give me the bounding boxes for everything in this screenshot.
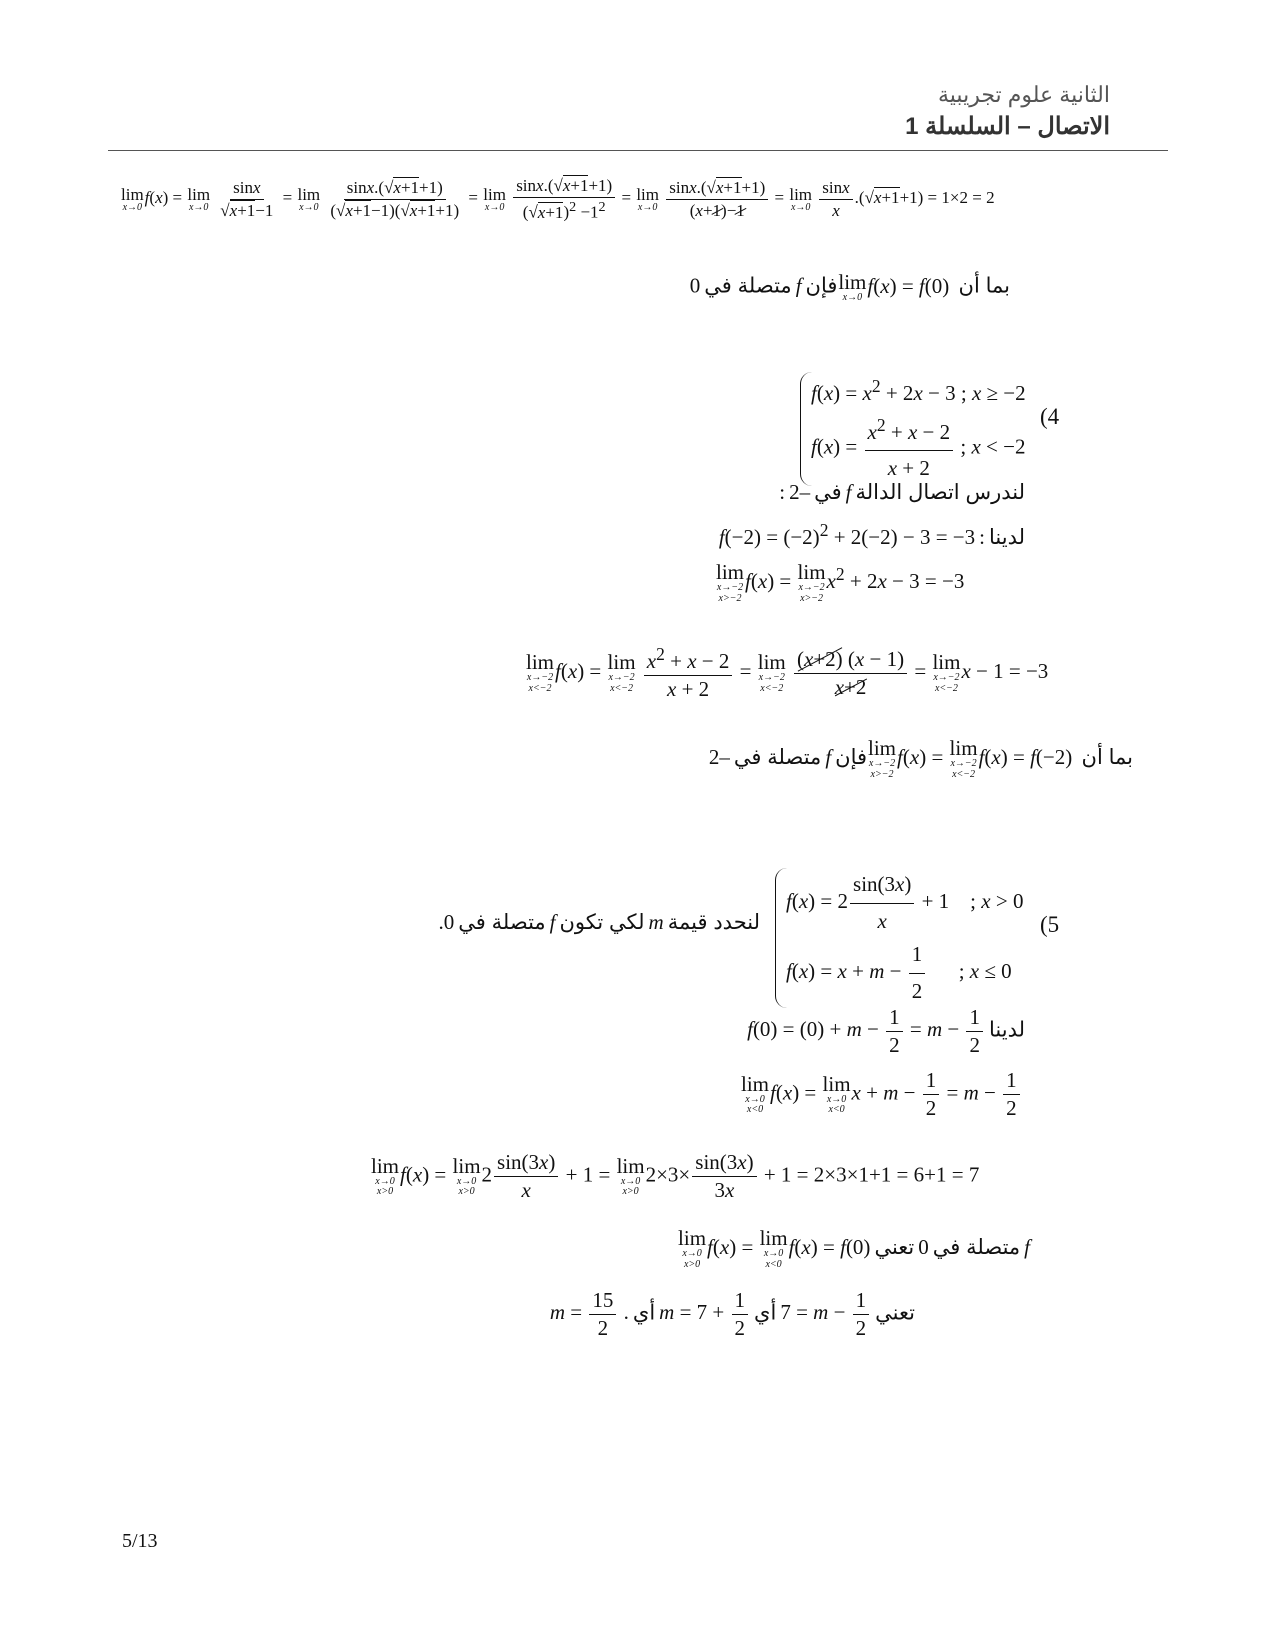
part5-f-value: لدينا f(0) = (0) + m − $\frac{1}{2}$ = m − $\frac{1}{2}$ [747,1005,1025,1057]
part5-ay-1: أي [754,1301,777,1325]
part5-continuity-text: متصلة في [932,1235,1021,1259]
part4-condition: lim x→−2 x>−2 f(x) = lim x→−2 x<−2 f(x) = f(−2) [868,736,1078,780]
part5-task-end: متصلة في [458,911,546,934]
part4-point: –2 [708,744,730,769]
part5-means: تعني [875,1301,915,1325]
part5-solution: تعني 7 = m − $\frac{1}{2}$ أي m = 7 + $\frac{1}{2}$ أي m = $\frac{15}{2}$ . [549,1288,915,1340]
part4-system: $f(x) = x^2 + 2x - 3$ ; x ≥ −2 f(x) = $\frac{x^2 + x - 2}{x + 2}$ ; x < −2 [800,372,1026,486]
page-number: 5/13 [122,1530,158,1552]
part4-conclusion: بما أن lim x→−2 x>−2 f(x) = lim x→−2 x<−2 f(x) = f(−2) فإن f متصلة في –2 [708,736,1133,780]
part5-task-mid: لكي تكون [559,911,645,934]
header-level: الثانية علوم تجريبية [938,82,1110,107]
part5-continuity: f متصلة في 0 تعني lim x→0 x>0 f(x) = lim x→0 x<0 f(x) = f(0) [678,1226,1030,1270]
header-rule [108,150,1168,151]
part3-cont: متصلة في [704,274,792,298]
part4-study-point: –2 [789,480,811,504]
part4-f-value: لدينا : $f(-2) = (-2)^2 + 2(-2) - 3 = -3$ [718,520,1025,549]
part3-condition: lim x→0 f(x) = f(0) [838,270,955,303]
part3-point: 0 [689,273,701,298]
part5-left-limit: lim x→0 x<0 f(x) = lim x→0 x<0 x + m − $\frac{1}{2}$ = m − $\frac{1}{2}$ [740,1068,1022,1121]
part5-m-value: 15 [589,1288,616,1315]
part5-lidayna: لدينا [988,1018,1025,1042]
part5-continuity-means: تعني [874,1235,915,1259]
header-title: الاتصال – السلسلة 1 [905,113,1110,140]
part5-system: f(x) = 2 $\frac{\sin(3x)}{x}$ + 1 ; x > 0 f(x) = x + m − $\frac{1}{2}$ ; x ≤ 0 [775,868,1023,1008]
part4-then: فإن [835,745,868,769]
part3-prefix: بما أن [958,274,1010,298]
part5-right-limit: lim x→0 x>0 f(x) = lim x→0 x>0 2 $\frac{\sin(3x)}{x}$ + 1 = lim x→0 x>0 2×3× $\frac{\sin(3x)}{3x}$ + 1 = 2×3×1+1 = 6+1 = 7 [371,1150,980,1202]
part4-cont: متصلة في [733,745,822,769]
part4-study: لندرس اتصال الدالة f في –2 : [779,480,1025,504]
part3-conclusion: بما أن lim x→0 f(x) = f(0) فإن f متصلة في 0 [689,270,1010,303]
part3-limit-chain: lim x→0 f(x) = lim x→0 $\frac{\sin x}{√x+1-1}$ = lim x→0 $\frac{\sin x.(√x+1+1)}{(√x+1-1)(√x+1+1)}$ = lim x→0 $\frac{\sin x.(√x+1+1)}{(√x+1)^2 -1^2}$ = lim x→0 $\frac{\sin x.(√x+1+1)}{(x+1)-1}$ = lim x→0 $\frac{\sin x}{x}$ .(√x+1+1) = 1×2 = 2 [121,176,995,222]
part4-number: (4 [1040,404,1060,429]
part3-then: فإن [805,274,838,298]
part5-task-point: 0. [438,910,455,934]
part4-prefix: بما أن [1081,745,1133,769]
part4-lidayna: لدينا [988,526,1025,549]
part5-ay-2: أي [632,1301,656,1325]
part4-study-text: لندرس اتصال الدالة [855,481,1025,504]
part4-right-limit: lim x→−2 x>−2 f(x) = lim x→−2 x>−2 $x^2 + 2x - 3 = -3$ [716,560,965,604]
part5-number: (5 [1040,912,1060,937]
part4-study-at: في [814,481,842,504]
part5-task: لنحدد قيمة m لكي تكون f متصلة في 0. [438,910,760,934]
part5-task-text: لنحدد قيمة [667,911,760,934]
part4-left-limit: lim x→−2 x<−2 f(x) = lim x→−2 x<−2 $\frac{x^2 + x - 2}{x + 2}$ = lim x→−2 x<−2 $\frac{(x+2) (x - 1)}{x+2}$ = lim x→−2 x<−2 x − 1 = −3 [526,644,1049,701]
